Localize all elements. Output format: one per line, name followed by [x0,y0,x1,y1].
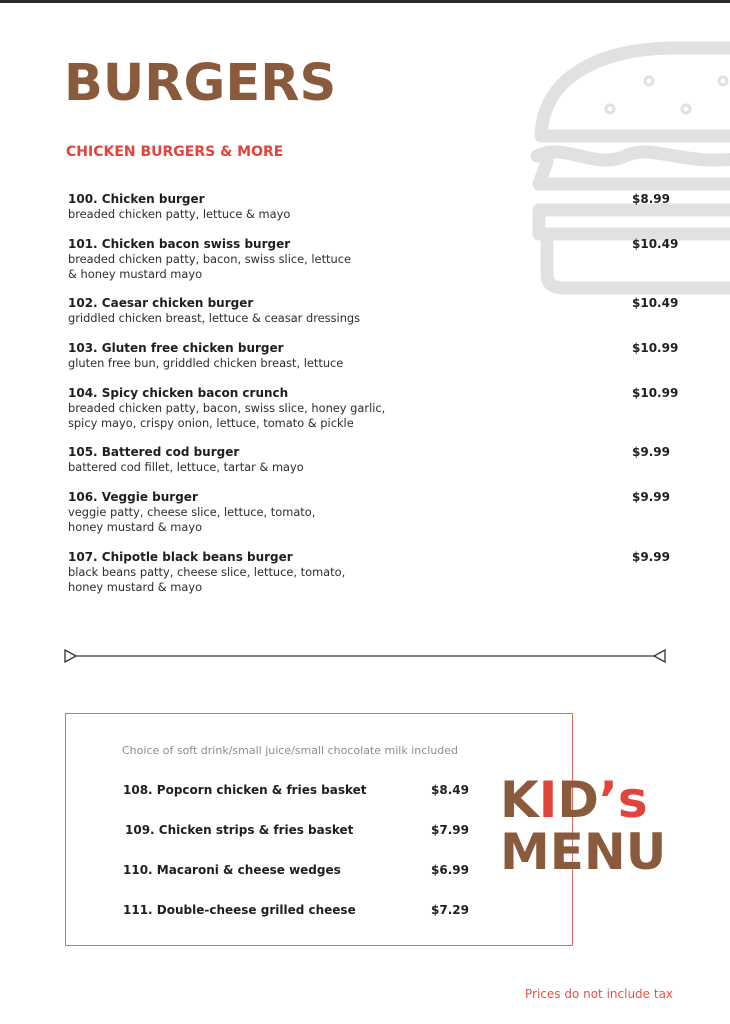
kids-item-name: 108. Popcorn chicken & fries basket [123,783,367,797]
item-name: 104. Spicy chicken bacon crunch [68,386,289,400]
item-name: 103. Gluten free chicken burger [68,341,284,355]
section-subtitle: CHICKEN BURGERS & MORE [66,144,284,160]
kids-menu-title [500,771,667,881]
kids-item-price: $7.29 [431,903,469,917]
menu-item [68,237,678,282]
tax-note: Prices do not include tax [525,987,674,1001]
menu-item [68,341,678,371]
kids-title-letter: I [538,771,558,829]
kids-item-price: $6.99 [431,863,469,877]
kids-title-letter: K [500,771,539,829]
item-price: $10.49 [632,237,679,251]
item-name: 102. Caesar chicken burger [68,296,254,310]
item-description: veggie patty, cheese slice, lettuce, tomato, [68,505,316,519]
arrow-line-divider [62,647,668,665]
kids-title-letter: ’s [598,771,648,829]
item-description: spicy mayo, crispy onion, lettuce, tomato & pickle [68,416,354,430]
kids-item-name: 111. Double-cheese grilled cheese [123,903,356,917]
kids-title-line1 [500,771,666,829]
item-description: black beans patty, cheese slice, lettuce, tomato, [68,565,346,579]
item-price: $10.49 [632,296,679,310]
item-name: 101. Chicken bacon swiss burger [68,237,291,251]
item-price: $9.99 [632,445,670,459]
kids-menu-note: Choice of soft drink/small juice/small chocolate milk included [122,744,459,757]
item-description: breaded chicken patty, bacon, swiss slice, honey garlic, [68,401,386,415]
item-price: $9.99 [632,490,670,504]
page-title: BURGERS [64,54,337,113]
menu-item [68,192,678,222]
kids-item-price: $8.49 [431,783,469,797]
item-name: 105. Battered cod burger [68,445,240,459]
item-description: & honey mustard mayo [68,267,203,281]
kids-title-line2: MENU [500,823,667,881]
menu-item [68,296,678,326]
item-description: honey mustard & mayo [68,580,203,594]
menu-item [68,445,678,475]
menu-item [68,386,678,431]
item-price: $10.99 [632,386,679,400]
item-name: 100. Chicken burger [68,192,205,206]
item-description: breaded chicken patty, lettuce & mayo [68,207,291,221]
item-description: honey mustard & mayo [68,520,203,534]
menu-item [68,490,678,535]
item-name: 107. Chipotle black beans burger [68,550,293,564]
item-description: breaded chicken patty, bacon, swiss slice, lettuce [68,252,351,266]
item-description: griddled chicken breast, lettuce & ceasar dressings [68,311,361,325]
item-description: battered cod fillet, lettuce, tartar & mayo [68,460,304,474]
menu-item [68,550,678,595]
kids-item-price: $7.99 [431,823,469,837]
item-price: $8.99 [632,192,670,206]
kids-item-name: 110. Macaroni & cheese wedges [123,863,341,877]
kids-title-letter: D [557,771,599,829]
item-name: 106. Veggie burger [68,490,198,504]
kids-item-name: 109. Chicken strips & fries basket [125,823,354,837]
item-description: gluten free bun, griddled chicken breast, lettuce [68,356,344,370]
item-price: $10.99 [632,341,679,355]
top-border [0,0,730,3]
kids-menu-box [65,713,573,946]
item-price: $9.99 [632,550,670,564]
